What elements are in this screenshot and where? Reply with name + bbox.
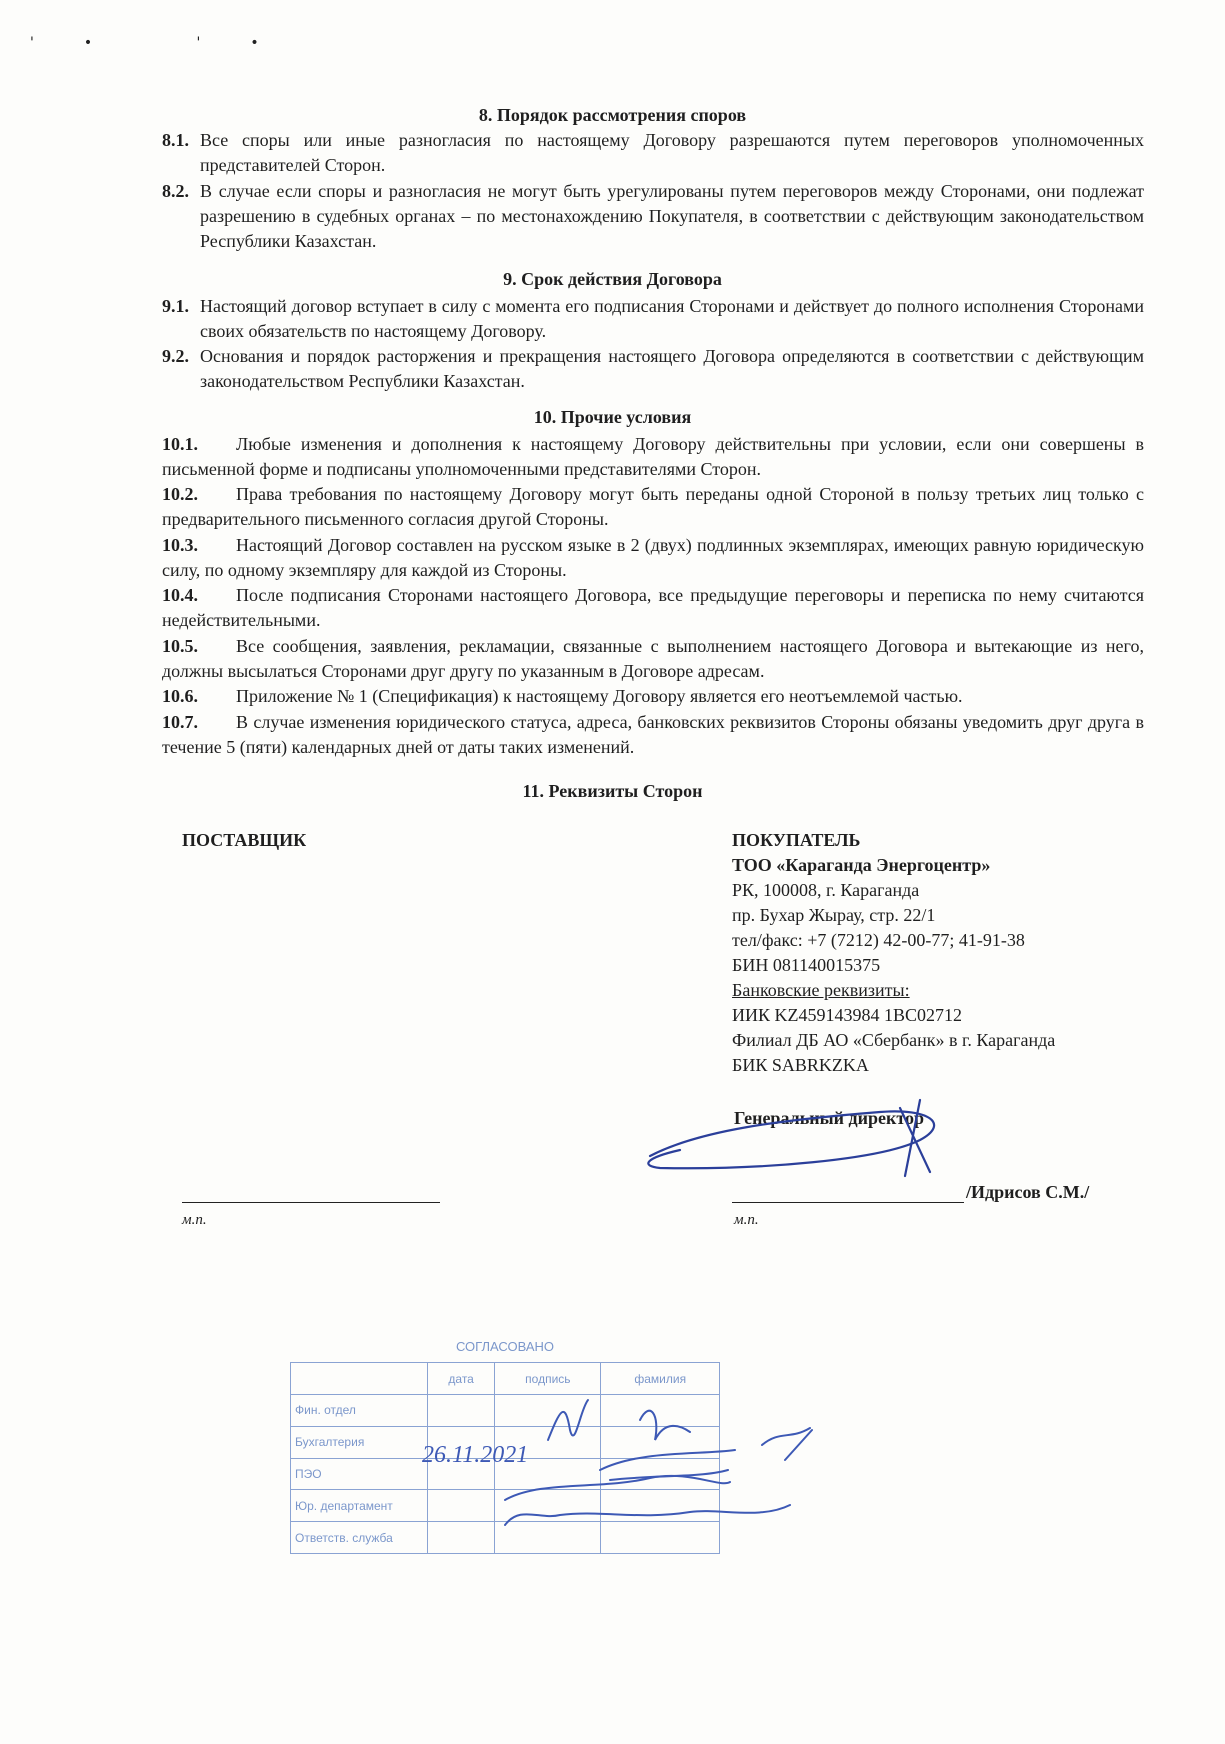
supplier-block — [182, 828, 306, 853]
buyer-bin: БИН 081140015375 — [732, 955, 881, 975]
stamp-col-date: дата — [428, 1363, 495, 1395]
clause-9-1 — [162, 294, 1144, 344]
clause-text: Основания и порядок расторжения и прекращения настоящего Договора определяются в соответствии с действующим законодательством Республики Казахстан. — [200, 346, 1144, 391]
stamp-row-responsible: Ответств. служба — [291, 1522, 428, 1554]
stamp-col-name: фамилия — [601, 1363, 720, 1395]
scan-corner-marks: '• '• — [30, 35, 309, 51]
clause-text: Все сообщения, заявления, рекламации, связанные с выполнением настоящего Договора и вытекающие из него, должны высылаться Сторонами друг другу по указанным в Договоре адресам. — [162, 636, 1144, 681]
clause-number: 10.2. — [162, 484, 198, 504]
section-9-title: 9. Срок действия Договора — [503, 269, 722, 289]
clause-10-5 — [162, 634, 1144, 684]
buyer-signatory: /Идрисов С.М./ — [966, 1182, 1090, 1202]
section-8-title: 8. Порядок рассмотрения споров — [478, 105, 747, 125]
stamp-row-legal: Юр. департамент — [291, 1490, 428, 1522]
buyer-address-line-2: пр. Бухар Жырау, стр. 22/1 — [732, 905, 936, 925]
clause-number: 10.7. — [162, 712, 198, 732]
clause-8-1 — [162, 128, 1144, 178]
section-11-title: 11. Реквизиты Сторон — [522, 781, 703, 801]
clause-number: 10.6. — [162, 686, 198, 706]
clause-number: 10.3. — [162, 535, 198, 555]
buyer-position: Генеральный директор — [734, 1108, 924, 1128]
clause-10-4 — [162, 583, 1144, 633]
buyer-heading: ПОКУПАТЕЛЬ — [732, 830, 861, 850]
buyer-bik: БИК SABRKZKA — [732, 1055, 869, 1075]
supplier-signature-line — [182, 1202, 440, 1203]
stamp-title: СОГЛАСОВАНО — [291, 1330, 720, 1363]
approval-stamp — [290, 1330, 720, 1554]
supplier-seal-place: м.п. — [182, 1212, 207, 1228]
clause-number: 8.2. — [162, 181, 189, 201]
clause-text: Любые изменения и дополнения к настоящему Договору действительны при условии, если они совершены в письменной форме и подписаны уполномоченными представителями Сторон. — [162, 434, 1144, 479]
clause-text: Настоящий Договор составлен на русском языке в 2 (двух) подлинных экземплярах, имеющих равную юридическую силу, по одному экземпляру для каждой из Стороны. — [162, 535, 1144, 580]
buyer-address-line-1: РК, 100008, г. Караганда — [732, 880, 920, 900]
section-10-title: 10. Прочие условия — [533, 407, 692, 427]
supplier-heading: ПОСТАВЩИК — [182, 830, 307, 850]
clause-text: В случае если споры и разногласия не могут быть урегулированы путем переговоров между Сторонами, они подлежат разрешению в судебных органах – по местонахождению Покупателя, в соответствии с действующим законодательством Республики Казахстан. — [200, 181, 1144, 251]
stamp-row-peo: ПЭО — [291, 1458, 428, 1490]
clause-text: В случае изменения юридического статуса, адреса, банковских реквизитов Стороны обязаны уведомить друг друга в течение 5 (пяти) календарных дней от даты таких изменений. — [162, 712, 1144, 757]
buyer-bank: Филиал ДБ АО «Сбербанк» в г. Караганда — [732, 1030, 1056, 1050]
stamp-corner-cell — [291, 1363, 428, 1395]
buyer-block — [732, 828, 1055, 1078]
clause-number: 10.5. — [162, 636, 198, 656]
clause-10-1 — [162, 432, 1144, 482]
clause-number: 10.1. — [162, 434, 198, 454]
clause-number: 9.1. — [162, 296, 189, 316]
clause-number: 9.2. — [162, 346, 189, 366]
clause-number: 10.4. — [162, 585, 198, 605]
clause-9-2 — [162, 344, 1144, 394]
buyer-signature-line — [732, 1202, 964, 1203]
clause-text: Права требования по настоящему Договору могут быть переданы одной Стороной в пользу третьих лиц только с предварительного письменного согласия другой Стороны. — [162, 484, 1144, 529]
stamp-col-signature: подпись — [495, 1363, 601, 1395]
clause-text: Настоящий договор вступает в силу с момента его подписания Сторонами и действует до полного исполнения Сторонами своих обязательств по настоящему Договору. — [200, 296, 1144, 341]
buyer-bank-label: Банковские реквизиты: — [732, 980, 910, 1000]
clause-10-6 — [162, 684, 1144, 709]
clause-number: 8.1. — [162, 130, 189, 150]
clause-8-2 — [162, 179, 1144, 254]
clause-text: После подписания Сторонами настоящего Договора, все предыдущие переговоры и переписка по нему считаются недействительными. — [162, 585, 1144, 630]
stamp-row-fin: Фин. отдел — [291, 1394, 428, 1426]
clause-10-3 — [162, 533, 1144, 583]
clause-text: Приложение № 1 (Спецификация) к настоящему Договору является его неотъемлемой частью. — [236, 686, 963, 706]
buyer-company: ТОО «Караганда Энергоцентр» — [732, 855, 991, 875]
stamp-row-accounting: Бухгалтерия — [291, 1426, 428, 1458]
clause-text: Все споры или иные разногласия по настоящему Договору разрешаются путем переговоров уполномоченных представителей Сторон. — [200, 130, 1144, 175]
buyer-seal-place: м.п. — [734, 1212, 759, 1228]
buyer-phone: тел/факс: +7 (7212) 42-00-77; 41-91-38 — [732, 930, 1025, 950]
clause-10-7 — [162, 710, 1144, 760]
stamp-date: 26.11.2021 — [422, 1442, 529, 1468]
buyer-iik: ИИК KZ459143984 1BC02712 — [732, 1005, 963, 1025]
clause-10-2 — [162, 482, 1144, 532]
